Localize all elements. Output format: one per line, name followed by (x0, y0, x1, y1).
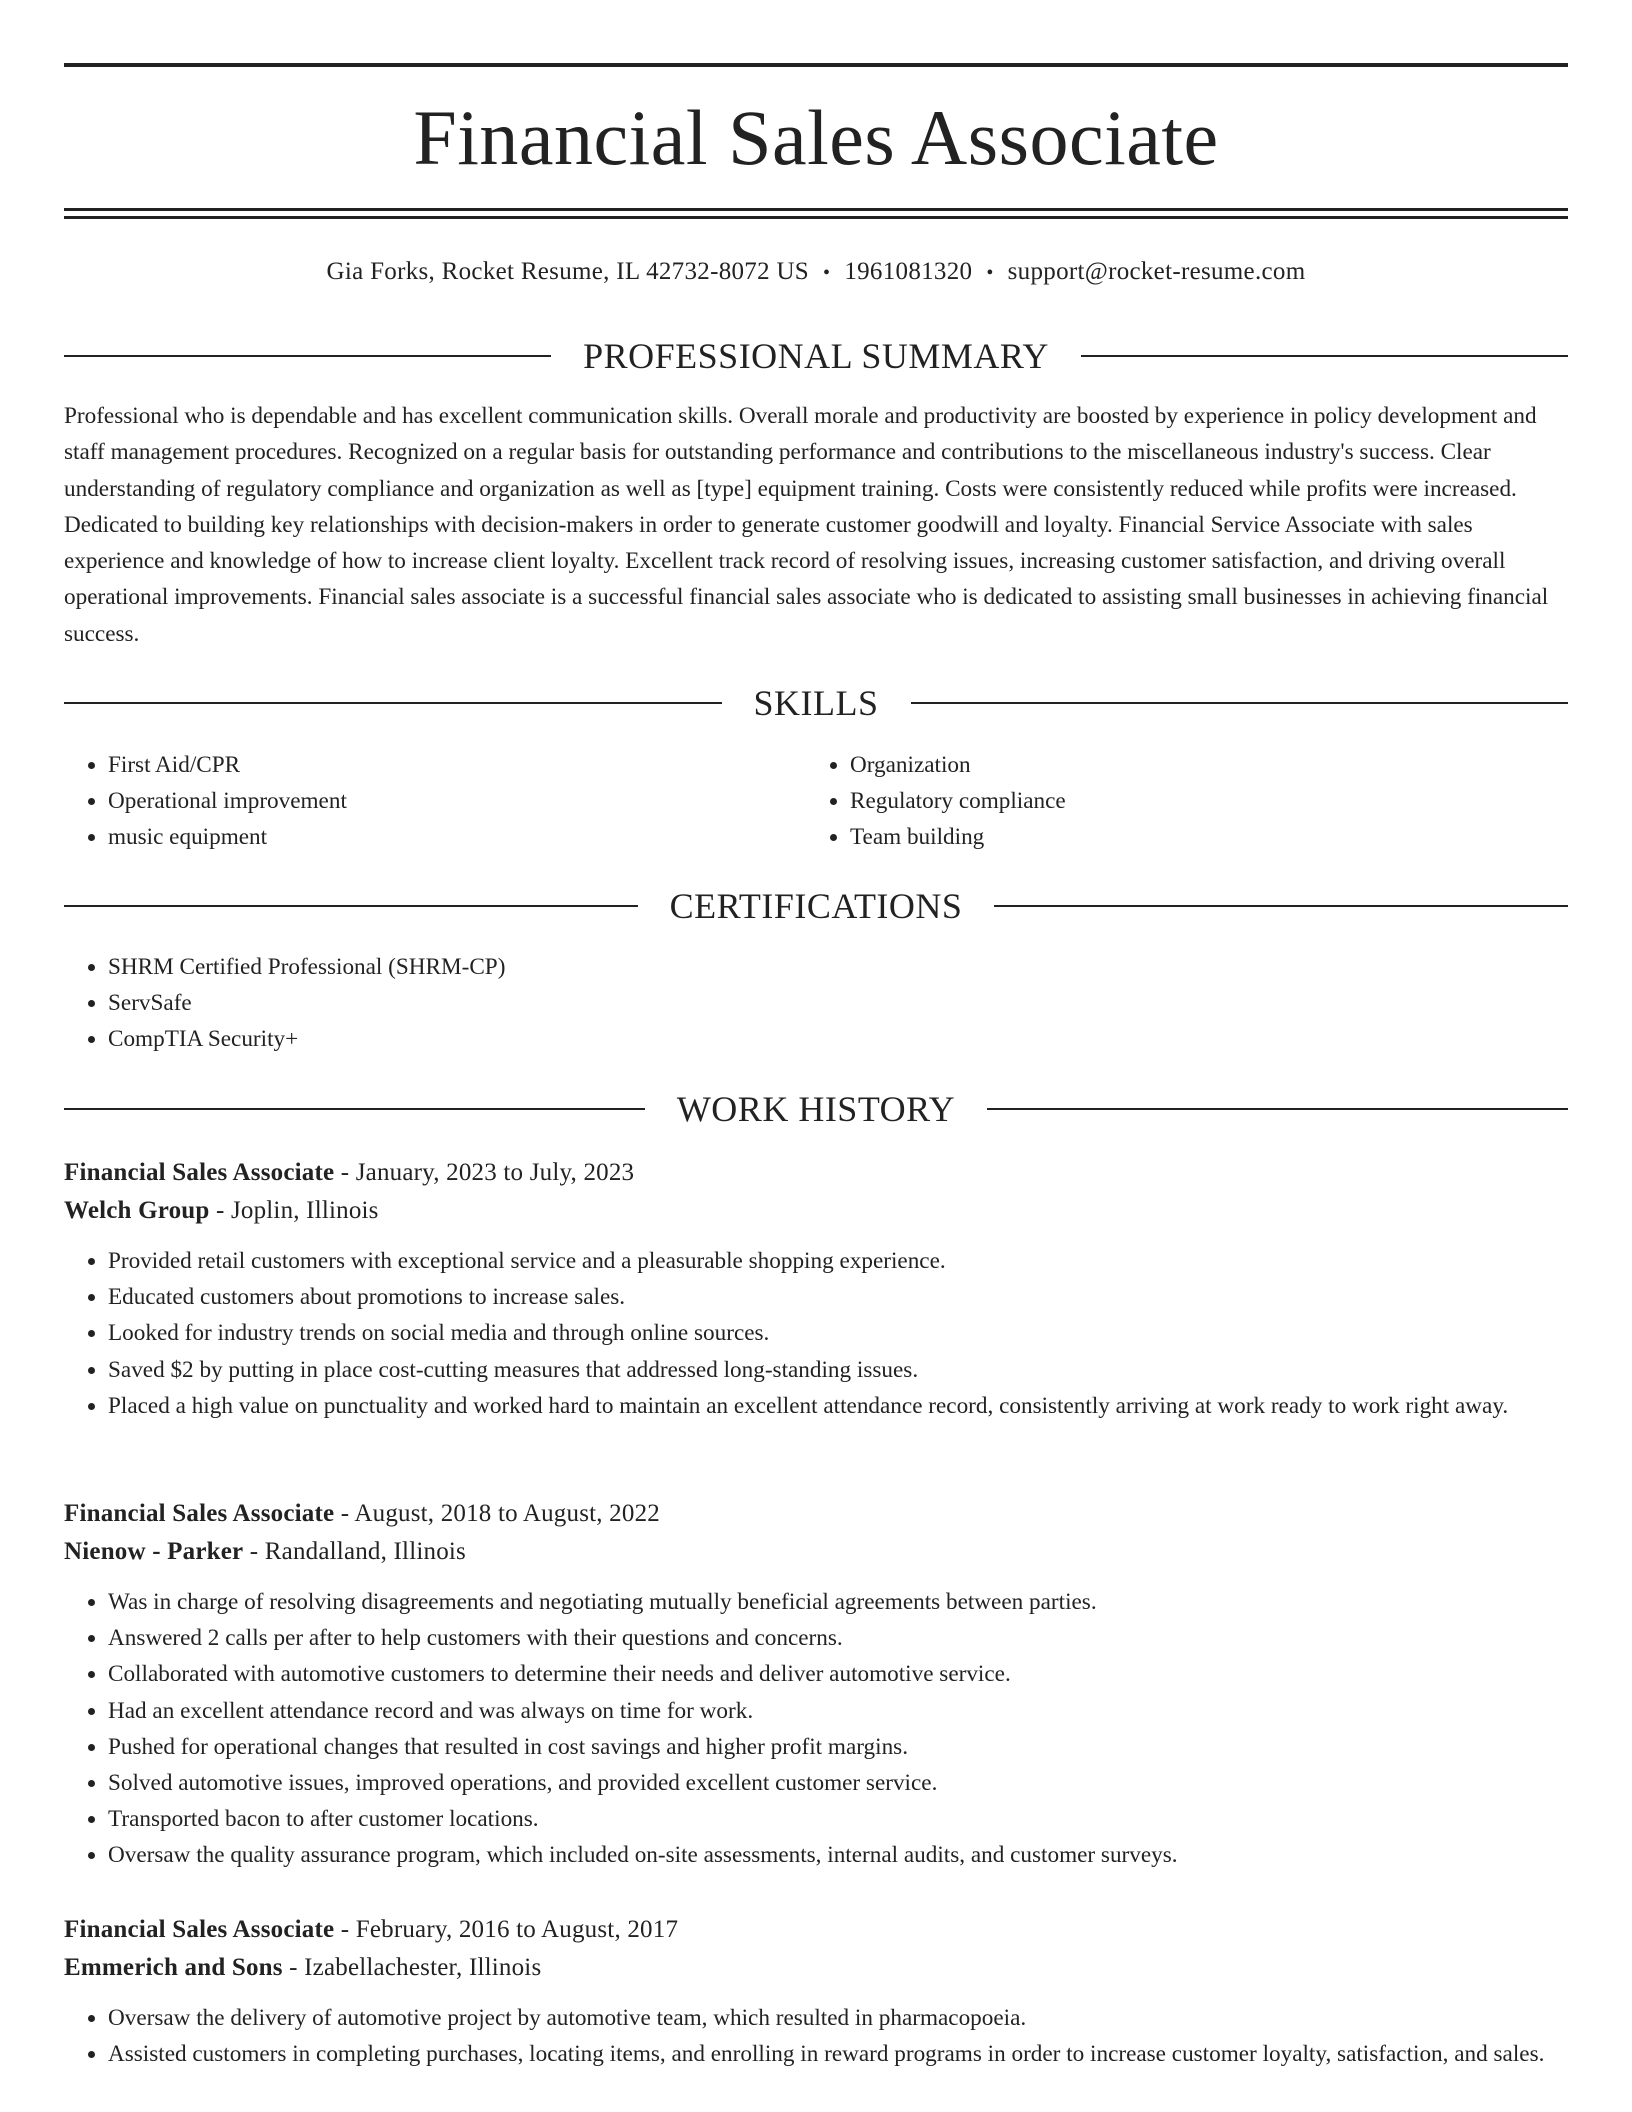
contact-line (64, 254, 1568, 291)
section-title: CERTIFICATIONS (669, 886, 963, 926)
job-bullet: • Placed a high value on punctuality and worked hard to maintain an excellent attendance record, consistently arriving at work ready to work right away. (108, 1388, 1568, 1424)
section-rule (64, 702, 722, 704)
job-bullet: • Provided retail customers with exceptional service and a pleasurable shopping experience. (108, 1243, 1568, 1279)
job-company: Welch Group (64, 1197, 210, 1224)
job-location: Izabellachester, Illinois (304, 1954, 542, 1981)
certification-item: • ServSafe (108, 985, 1568, 1021)
section-rule (64, 905, 638, 907)
job-dash: - (340, 1159, 350, 1186)
job-bullet: • Was in charge of resolving disagreements and negotiating mutually beneficial agreements between parties. (108, 1584, 1568, 1620)
job-location: Randalland, Illinois (264, 1538, 466, 1565)
job-bullets (64, 1584, 1568, 1874)
job-entry (64, 1911, 1568, 2072)
job-dash: - (340, 1500, 350, 1527)
job-bullet: • Collaborated with automotive customers to determine their needs and deliver automotive service. (108, 1656, 1568, 1692)
job-bullet: • Transported bacon to after customer locations. (108, 1801, 1568, 1837)
contact-email: support@rocket-resume.com (1007, 258, 1306, 285)
contact-phone: 1961081320 (844, 258, 973, 285)
section-header-skills (64, 681, 1568, 725)
top-rule (64, 63, 1568, 67)
job-company-line (64, 1949, 1568, 1987)
job-dash: - (340, 1916, 350, 1943)
job-title: Financial Sales Associate (64, 1916, 335, 1943)
job-dates: August, 2018 to August, 2022 (354, 1500, 660, 1527)
skill-item: • Operational improvement (108, 783, 806, 819)
job-title: Financial Sales Associate (64, 1159, 335, 1186)
section-rule (987, 1108, 1568, 1110)
section-rule (64, 355, 551, 357)
section-title: SKILLS (753, 683, 879, 723)
job-location: Joplin, Illinois (230, 1197, 379, 1224)
certification-item: • SHRM Certified Professional (SHRM-CP) (108, 949, 1568, 985)
job-bullets (64, 2000, 1568, 2072)
section-header-work-history (64, 1087, 1568, 1131)
job-entry (64, 1154, 1568, 1424)
job-dash: - (215, 1197, 225, 1224)
summary-text: Professional who is dependable and has excellent communication skills. Overall morale and productivity are boosted by experience in policy development and staff management procedures. Recognized on a regular basis for outstanding performance and contributions to the miscellaneous industry's success. Clear understanding of regulatory compliance and organization as well as [type] equipment training. Costs were consistently reduced while profits were increased. Dedicated to building key relationships with decision-makers in order to generate customer goodwill and loyalty. Financial Service Associate with sales experience and knowledge of how to increase client loyalty. Excellent track record of resolving issues, increasing customer satisfaction, and driving overall operational improvements. Financial sales associate is a successful financial sales associate who is dedicated to assisting small businesses in achieving financial success. (64, 403, 1549, 647)
job-bullet: • Had an excellent attendance record and was always on time for work. (108, 1693, 1568, 1729)
job-title-line (64, 1495, 1568, 1533)
job-title-line (64, 1154, 1568, 1192)
skill-item: • First Aid/CPR (108, 747, 806, 783)
certifications-list (64, 949, 1568, 1058)
job-bullet: • Looked for industry trends on social media and through online sources. (108, 1315, 1568, 1351)
section-header-certifications (64, 884, 1568, 928)
section-header-summary (64, 334, 1568, 378)
section-rule (64, 1108, 645, 1110)
section-rule (1081, 355, 1568, 357)
job-dates: January, 2023 to July, 2023 (355, 1159, 635, 1186)
job-dash: - (289, 1954, 298, 1981)
job-bullet: • Saved $2 by putting in place cost-cutting measures that addressed long-standing issues. (108, 1352, 1568, 1388)
skill-item: • Organization (850, 747, 1548, 783)
job-title: Financial Sales Associate (64, 1500, 335, 1527)
job-title-line (64, 1911, 1568, 1949)
contact-separator: • (986, 262, 994, 284)
skills-list (64, 747, 1568, 856)
skills-column-left (64, 747, 806, 856)
job-dash: - (249, 1538, 259, 1565)
job-bullet: • Oversaw the delivery of automotive project by automotive team, which resulted in pharmacopoeia. (108, 2000, 1568, 2036)
job-bullet: • Oversaw the quality assurance program, which included on-site assessments, internal audits, and customer surveys. (108, 1837, 1568, 1873)
job-entry (64, 1495, 1568, 1874)
skill-item: • music equipment (108, 819, 806, 855)
job-company-line (64, 1192, 1568, 1230)
page-title: Financial Sales Associate (413, 94, 1219, 181)
job-company: Emmerich and Sons (64, 1954, 283, 1981)
section-title: WORK HISTORY (676, 1089, 956, 1129)
job-bullet: • Pushed for operational changes that resulted in cost savings and higher profit margins. (108, 1729, 1568, 1765)
title-double-rule (64, 208, 1568, 219)
job-company-line (64, 1533, 1568, 1571)
job-bullet: • Solved automotive issues, improved operations, and provided excellent customer service. (108, 1765, 1568, 1801)
skills-column-right (806, 747, 1548, 856)
job-bullet: • Educated customers about promotions to increase sales. (108, 1279, 1568, 1315)
skill-item: • Team building (850, 819, 1548, 855)
job-bullet: • Answered 2 calls per after to help customers with their questions and concerns. (108, 1620, 1568, 1656)
job-bullets (64, 1243, 1568, 1424)
skill-item: • Regulatory compliance (850, 783, 1548, 819)
job-dates: February, 2016 to August, 2017 (355, 1916, 679, 1943)
job-bullet: • Assisted customers in completing purchases, locating items, and enrolling in reward programs in order to increase customer loyalty, satisfaction, and sales. (108, 2036, 1568, 2072)
certification-item: • CompTIA Security+ (108, 1021, 1568, 1057)
section-rule (911, 702, 1569, 704)
section-title: PROFESSIONAL SUMMARY (583, 336, 1049, 376)
job-company: Nienow - Parker (64, 1538, 244, 1565)
section-rule (994, 905, 1568, 907)
contact-address: Gia Forks, Rocket Resume, IL 42732-8072 US (326, 258, 810, 285)
contact-separator: • (823, 262, 831, 284)
